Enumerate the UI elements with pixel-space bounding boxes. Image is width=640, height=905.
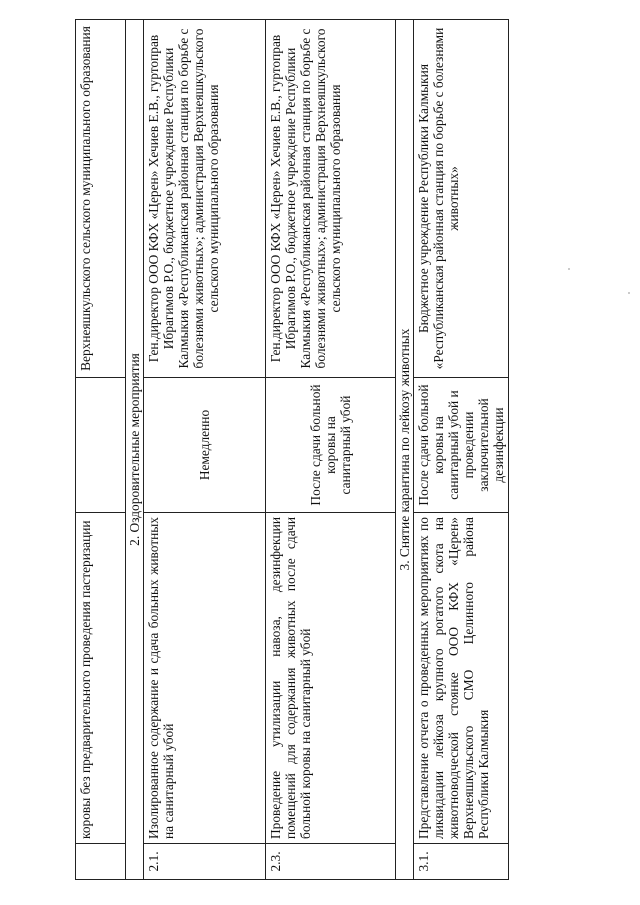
table-row: [266, 20, 396, 880]
measure-responsible: Бюджетное учреждение Республики Калмыкия «Республиканская районная станция по борьбе с болезнями животных»: [414, 20, 509, 378]
table-row: [76, 20, 126, 880]
measure-deadline: Немедленно: [144, 378, 266, 513]
section-row: [126, 20, 144, 880]
measure-deadline: После сдачи больной коровы на санитарный убой: [266, 378, 396, 513]
row-number: 2.1.: [144, 844, 266, 880]
measure-responsible: Ген.директор ООО КФХ «Церен» Хечиев Е.В., гуртоправ Ибрагимов Р.О., бюджетное учреждение Республики Калмыкия «Республиканская районная станция по борьбе с болезнями животных»; администрация Верхнеяшкульского сельского муниципального образования: [266, 20, 396, 378]
section-row: [396, 20, 414, 880]
row-number: 2.3.: [266, 844, 396, 880]
table-row: [414, 20, 509, 880]
row-number: 3.1.: [414, 844, 509, 880]
measure-description: Представление отчета о проведенных мероприятиях по ликвидации лейкоза крупного рогатого скота на животноводческой стоянке ООО КФХ «Церен» Верхнеяшкульского СМО Целинного района Республики Калмыкия: [414, 513, 509, 844]
measure-deadline: [76, 378, 126, 513]
row-number: [76, 844, 126, 880]
rotated-table-wrapper: [75, 20, 506, 880]
measure-responsible: Верхнеяшкульского сельского муниципального образования: [76, 20, 126, 378]
section-heading: 3. Снятие карантина по лейкозу животных: [396, 20, 414, 880]
measures-table: [75, 19, 509, 880]
scan-speck: [568, 268, 570, 270]
scan-speck: [628, 292, 630, 294]
section-heading: 2. Оздоровительные мероприятия: [126, 20, 144, 880]
measure-description: Изолированное содержание и сдача больных животных на санитарный убой: [144, 513, 266, 844]
measure-responsible: Ген.директор ООО КФХ «Церен» Хечиев Е.В., гуртоправ Ибрагимов Р.О., бюджетное учреждение Республики Калмыкия «Республиканская районная станция по борьбе с болезнями животных»; администрация Верхнеяшкульского сельского муниципального образования: [144, 20, 266, 378]
measure-description: коровы без предварительного проведения пастеризации: [76, 513, 126, 844]
table-row: [144, 20, 266, 880]
measure-description: Проведение утилизации навоза, дезинфекции помещений для содержания животных после сдачи больной коровы на санитарный убой: [266, 513, 396, 844]
measure-deadline: После сдачи больной коровы на санитарный убой и проведении заключительной дезинфекции: [414, 378, 509, 513]
